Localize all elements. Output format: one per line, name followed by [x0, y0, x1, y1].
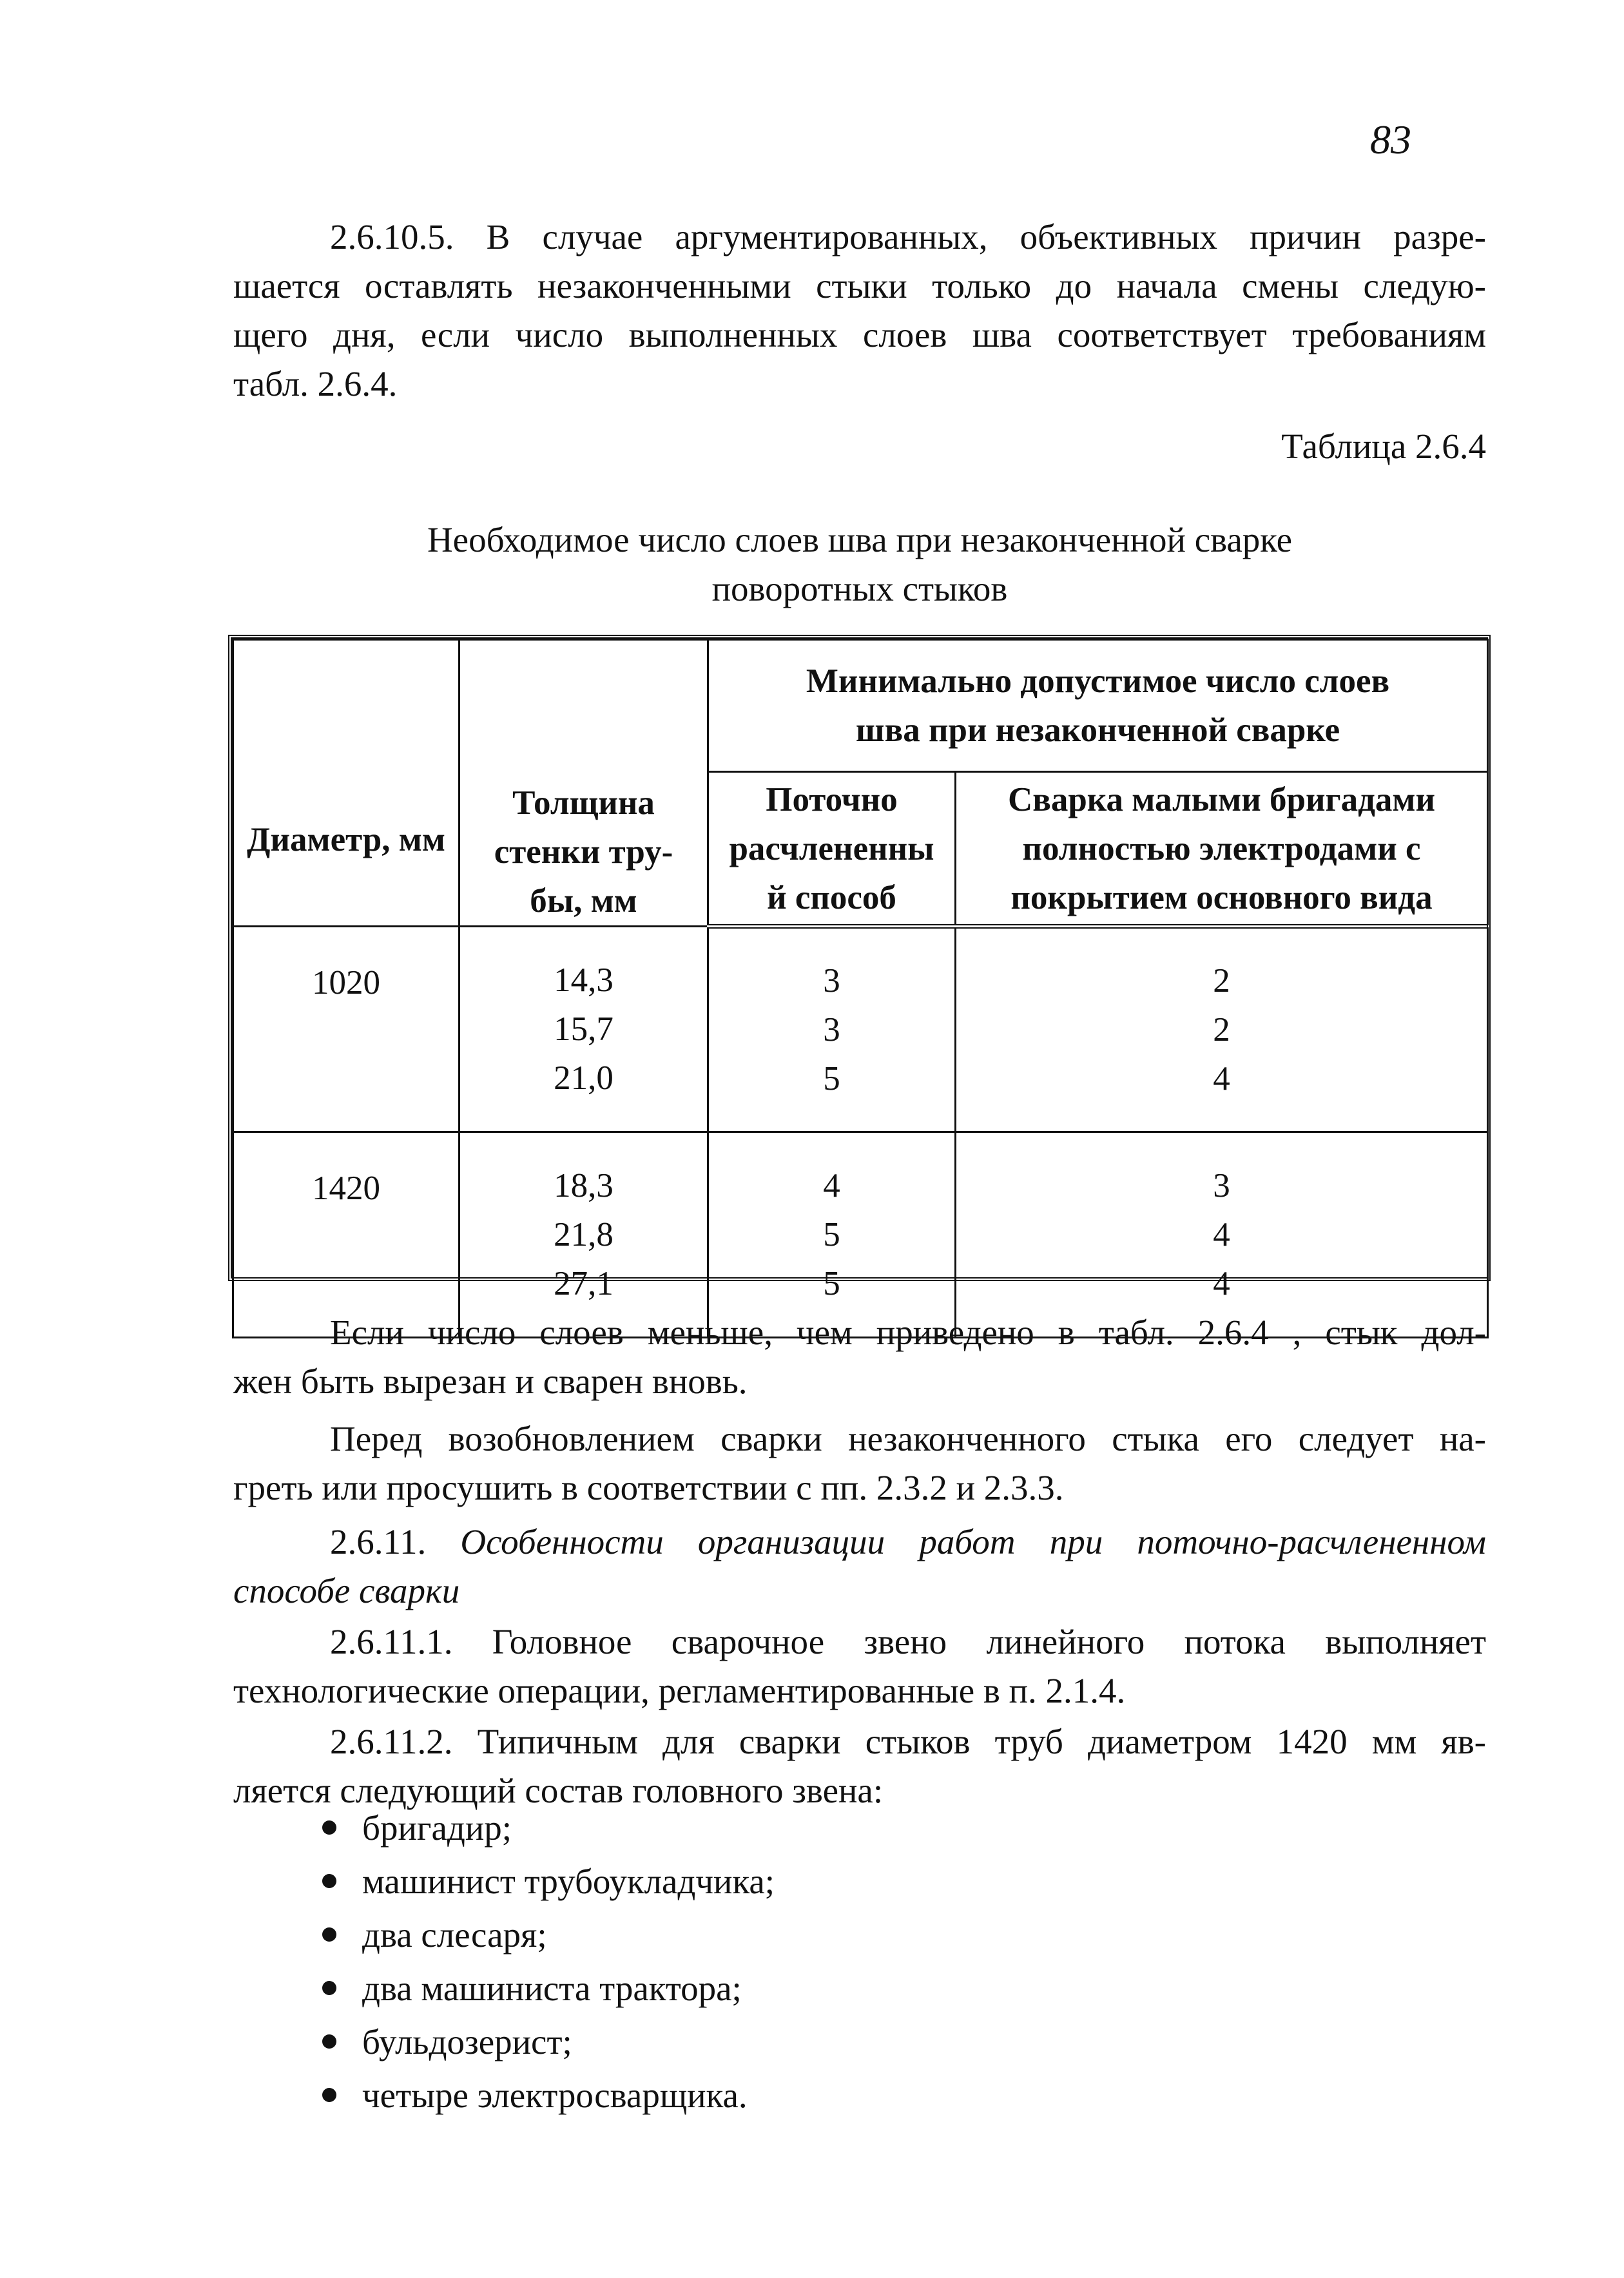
paragraph-2-6-11-1 — [233, 1617, 1486, 1715]
header-diameter: Диаметр, мм — [233, 640, 459, 927]
list-item — [322, 1908, 1418, 1962]
cell-thickness — [459, 1132, 708, 1338]
cell-value: 5 — [823, 1060, 840, 1097]
header-text-line: й способ — [767, 878, 896, 916]
header-text-line: расчлененны — [729, 829, 934, 867]
text-line: 2.6.11.1. Головное сварочное звено линейного потока выполняет — [330, 1622, 1486, 1661]
header-text-line: Сварка малыми бригадами — [1007, 780, 1436, 818]
text-line: Перед возобновлением сварки незаконченного стыка его следует на- — [330, 1419, 1486, 1458]
text-line: Если число слоев меньше, чем приведено в табл. 2.6.4 , стык дол- — [330, 1313, 1486, 1352]
list-item-text: два слесаря; — [362, 1915, 547, 1955]
text-line: технологические операции, регламентированные в п. 2.1.4. — [233, 1671, 1126, 1710]
header-min-layers — [708, 640, 1488, 772]
cell-thickness — [459, 927, 708, 1132]
cell-small — [956, 927, 1488, 1132]
cell-value: 4 — [1213, 1060, 1230, 1097]
list-item — [322, 2015, 1418, 2069]
cell-value: 27,1 — [554, 1265, 614, 1302]
header-text-line: стенки тру- — [494, 833, 673, 871]
paragraph-if-less — [233, 1308, 1486, 1406]
bullet-icon — [322, 1981, 336, 1995]
paragraph-2-6-10-5 — [233, 213, 1486, 409]
text-line: табл. 2.6.4. — [233, 364, 398, 403]
table-title-line: Необходимое число слоев шва при незаконченной сварке — [427, 520, 1293, 559]
section-heading-line — [233, 1518, 1486, 1567]
list-item-text: бульдозерист; — [362, 2022, 572, 2061]
header-flow-method — [708, 772, 956, 927]
cell-value: 3 — [823, 1011, 840, 1048]
text-line: жен быть вырезан и сварен вновь. — [233, 1362, 748, 1401]
bullet-icon — [322, 2088, 336, 2102]
header-text-line: Минимально допустимое число слоев — [806, 662, 1390, 700]
section-title: Особенности организации работ при поточно-расчлененном — [460, 1522, 1486, 1561]
section-number: 2.6.11. — [330, 1522, 427, 1561]
cell-small — [956, 1132, 1488, 1338]
cell-value: 5 — [823, 1216, 840, 1253]
list-item-text: два машиниста трактора; — [362, 1969, 742, 2008]
text-line: 2.6.11.2. Типичным для сварки стыков труб диаметром 1420 мм яв- — [330, 1722, 1486, 1761]
cell-flow — [708, 1132, 956, 1338]
header-text-line: бы, мм — [530, 882, 637, 920]
cell-value: 3 — [1213, 1167, 1230, 1204]
crew-list — [322, 1801, 1418, 2122]
table-title — [233, 516, 1486, 613]
table-row — [233, 1132, 1488, 1338]
bullet-icon — [322, 1820, 336, 1835]
cell-value: 2 — [1213, 962, 1230, 999]
header-small-crews — [956, 772, 1488, 927]
list-item — [322, 1801, 1418, 1855]
paragraph-before-resume — [233, 1414, 1486, 1512]
bullet-icon — [322, 1927, 336, 1942]
header-text-line: шва при незаконченной сварке — [855, 711, 1340, 749]
list-item — [322, 1855, 1418, 1908]
page-number: 83 — [1370, 117, 1411, 162]
header-text-line: Толщина — [512, 784, 655, 822]
header-text-line: Поточно — [766, 780, 898, 818]
cell-value: 4 — [1213, 1216, 1230, 1253]
table-title-line: поворотных стыков — [711, 569, 1008, 608]
list-item-text: четыре электросварщика. — [362, 2076, 748, 2115]
cell-value: 4 — [823, 1167, 840, 1204]
cell-diameter: 1020 — [233, 927, 459, 1132]
list-item — [322, 2069, 1418, 2122]
text-line: щего дня, если число выполненных слоев шва соответствует требованиям — [233, 315, 1486, 354]
cell-value: 21,0 — [554, 1059, 614, 1097]
header-thickness — [459, 640, 708, 927]
header-text-line: покрытием основного вида — [1010, 878, 1433, 916]
table-row — [233, 927, 1488, 1132]
cell-value: 14,3 — [554, 961, 614, 999]
cell-value: 4 — [1213, 1265, 1230, 1302]
table-number-caption: Таблица 2.6.4 — [1281, 427, 1486, 466]
text-line: ляется следующий состав головного звена: — [233, 1771, 884, 1810]
list-item-text: бригадир; — [362, 1808, 512, 1848]
list-item-text: машинист трубоукладчика; — [362, 1862, 775, 1901]
cell-flow — [708, 927, 956, 1132]
text-line: 2.6.10.5. В случае аргументированных, объективных причин разре- — [330, 217, 1486, 256]
text-line: греть или просушить в соответствии с пп. 2.3.2 и 2.3.3. — [233, 1468, 1064, 1507]
cell-value: 3 — [823, 962, 840, 999]
cell-value: 18,3 — [554, 1167, 614, 1204]
bullet-icon — [322, 2034, 336, 2049]
cell-diameter: 1420 — [233, 1132, 459, 1338]
list-item — [322, 1962, 1418, 2015]
section-title-continued: способе сварки — [233, 1571, 460, 1610]
layers-table — [228, 635, 1491, 1302]
cell-value: 15,7 — [554, 1010, 614, 1048]
section-heading-2-6-11 — [233, 1518, 1486, 1616]
cell-value: 2 — [1213, 1011, 1230, 1048]
bullet-icon — [322, 1874, 336, 1888]
cell-value: 21,8 — [554, 1216, 614, 1253]
header-text-line: полностью электродами с — [1022, 829, 1421, 867]
cell-value: 5 — [823, 1265, 840, 1302]
text-line: шается оставлять незаконченными стыки только до начала смены следую- — [233, 266, 1486, 305]
